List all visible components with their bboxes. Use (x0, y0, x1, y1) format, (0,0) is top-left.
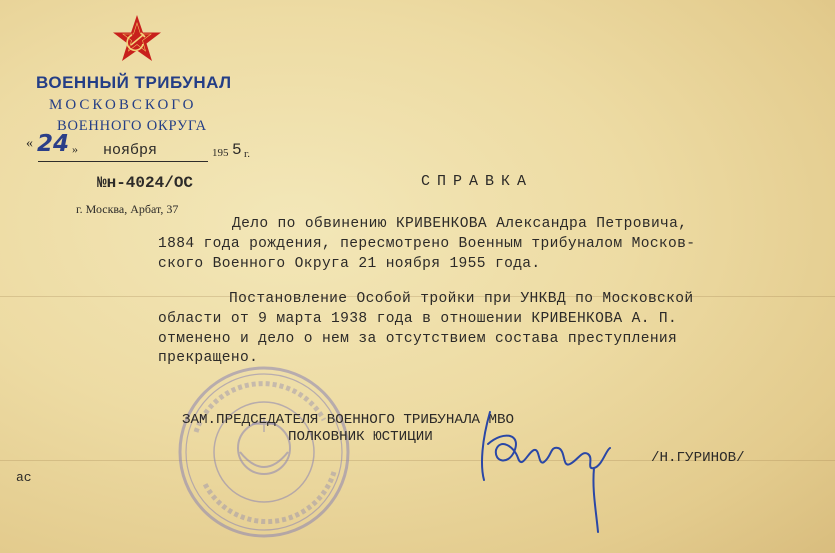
date-day: 24 (37, 131, 70, 157)
paragraph1-line: ского Военного Округа 21 ноября 1955 года. (158, 256, 541, 272)
header-tribunal: ВОЕННЫЙ ТРИБУНАЛ (36, 73, 232, 92)
typist-initials: ас (16, 470, 32, 485)
paragraph2-line: области от 9 марта 1938 года в отношении КРИВЕНКОВА А. П. (158, 311, 678, 327)
paragraph2-line: прекращено. (158, 350, 259, 366)
date-year-digit: 5 (232, 141, 242, 159)
paragraph1-line: 1884 года рождения, пересмотрено Военным трибуналом Москов- (158, 236, 696, 252)
round-seal-stamp (174, 362, 354, 542)
signatory-position: ЗАМ.ПРЕДСЕДАТЕЛЯ ВОЕННОГО ТРИБУНАЛА МВО (182, 412, 515, 428)
paragraph1-line: Дело по обвинению КРИВЕНКОВА Александра Петровича, (232, 216, 688, 232)
header-district: ВОЕННОГО ОКРУГА (57, 118, 207, 134)
date-open-quote: « (26, 136, 33, 151)
paragraph2-line: отменено и дело о нем за отсутствием состава преступления (158, 331, 678, 347)
date-year-suffix: г. (244, 148, 251, 160)
address: г. Москва, Арбат, 37 (76, 202, 179, 216)
paragraph2-line: Постановление Особой тройки при УНКВД по Московской (229, 291, 694, 307)
document-title: СПРАВКА (421, 173, 534, 190)
signatory-rank: ПОЛКОВНИК ЮСТИЦИИ (288, 429, 433, 445)
header-moscow: МОСКОВСКОГО (49, 97, 197, 113)
date-underline (38, 161, 208, 162)
red-star-emblem-icon (112, 14, 162, 62)
date-month: ноября (103, 142, 158, 159)
handwritten-signature (474, 410, 624, 535)
date-close-quote: » (72, 142, 78, 156)
signatory-name: /Н.ГУРИНОВ/ (651, 450, 745, 466)
date-year-prefix: 195 (212, 147, 229, 159)
document-number: №н-4024/ОС (97, 174, 194, 192)
